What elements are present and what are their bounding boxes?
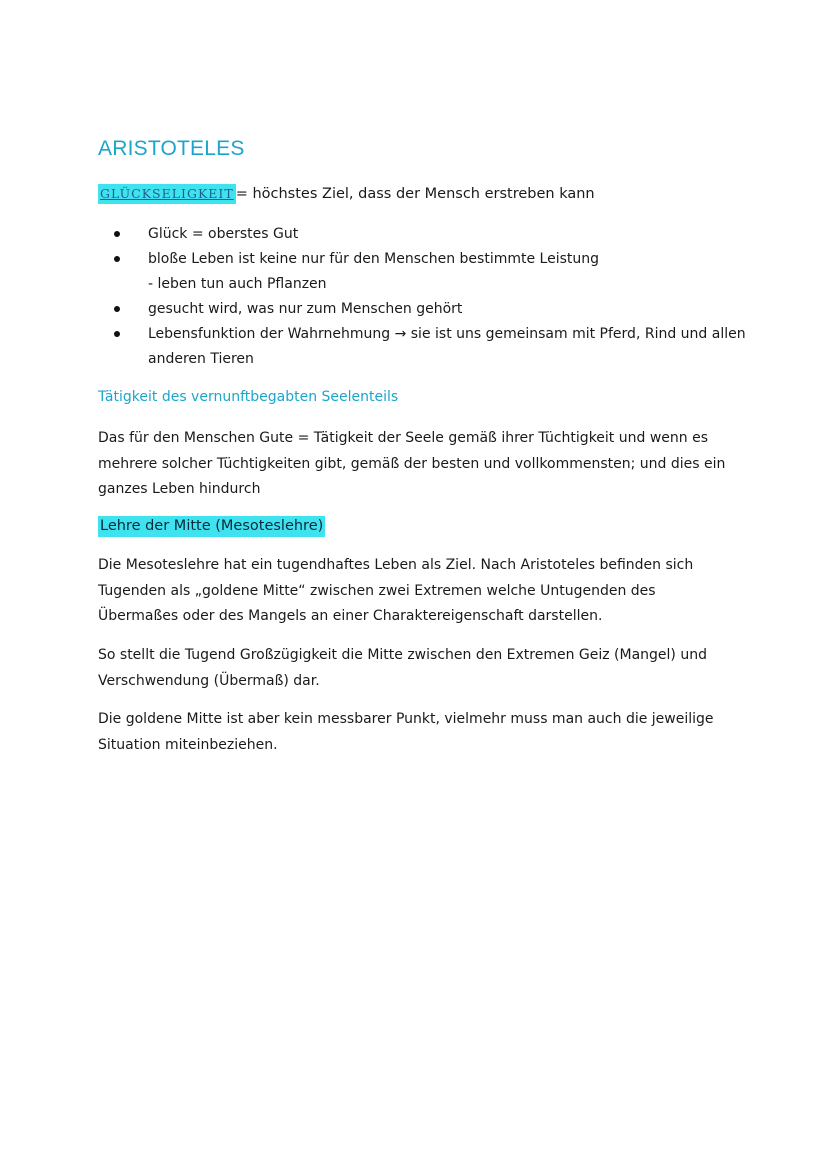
paragraph-definition: Das für den Menschen Gute = Tätigkeit der Seele gemäß ihrer Tüchtigkeit und wenn es mehrere solcher Tüchtigkeiten gibt, gemäß der besten und vollkommensten; und dies ein ganzes Leben hindurch bbox=[98, 430, 726, 497]
list-item-text: bloße Leben ist keine nur für den Menschen bestimmte Leistung bbox=[148, 251, 600, 267]
section-subheading: Tätigkeit des vernunftbegabten Seelenteils bbox=[98, 389, 399, 405]
list-item-text: gesucht wird, was nur zum Menschen gehört bbox=[148, 301, 463, 317]
bullet-icon bbox=[114, 331, 120, 337]
page-title: ARISTOTELES bbox=[98, 137, 245, 160]
definition-line bbox=[98, 184, 595, 204]
bullet-icon bbox=[114, 256, 120, 262]
list-item bbox=[112, 322, 746, 372]
bullet-list bbox=[112, 222, 746, 372]
paragraph-conclusion: Die goldene Mitte ist aber kein messbarer Punkt, vielmehr muss man auch die jeweilige Situation miteinbeziehen. bbox=[98, 711, 714, 753]
list-item bbox=[112, 247, 746, 297]
bullet-icon bbox=[114, 231, 120, 237]
highlighted-heading: Lehre der Mitte (Mesoteslehre) bbox=[98, 516, 325, 537]
list-item-text: Glück = oberstes Gut bbox=[148, 226, 299, 242]
bullet-icon bbox=[114, 306, 120, 312]
list-item-text: Lebensfunktion der Wahrnehmung → sie ist uns gemeinsam mit Pferd, Rind und allen bbox=[148, 326, 746, 342]
paragraph-mesoteslehre: Die Mesoteslehre hat ein tugendhaftes Leben als Ziel. Nach Aristoteles befinden sich Tugenden als „goldene Mitte“ zwischen zwei Extremen welche Untugenden des Übermaßes oder des Mangels an einer Charaktereigenschaft darstellen. bbox=[98, 557, 694, 624]
list-item bbox=[112, 297, 746, 322]
highlighted-term: GLÜCKSELIGKEIT bbox=[98, 184, 236, 204]
list-item-subtext: - leben tun auch Pflanzen bbox=[148, 276, 327, 292]
paragraph-example: So stellt die Tugend Großzügigkeit die Mitte zwischen den Extremen Geiz (Mangel) und Verschwendung (Übermaß) dar. bbox=[98, 647, 707, 689]
term-definition: = höchstes Ziel, dass der Mensch erstreben kann bbox=[235, 186, 595, 202]
list-item-subtext: anderen Tieren bbox=[148, 351, 254, 367]
list-item bbox=[112, 222, 746, 247]
